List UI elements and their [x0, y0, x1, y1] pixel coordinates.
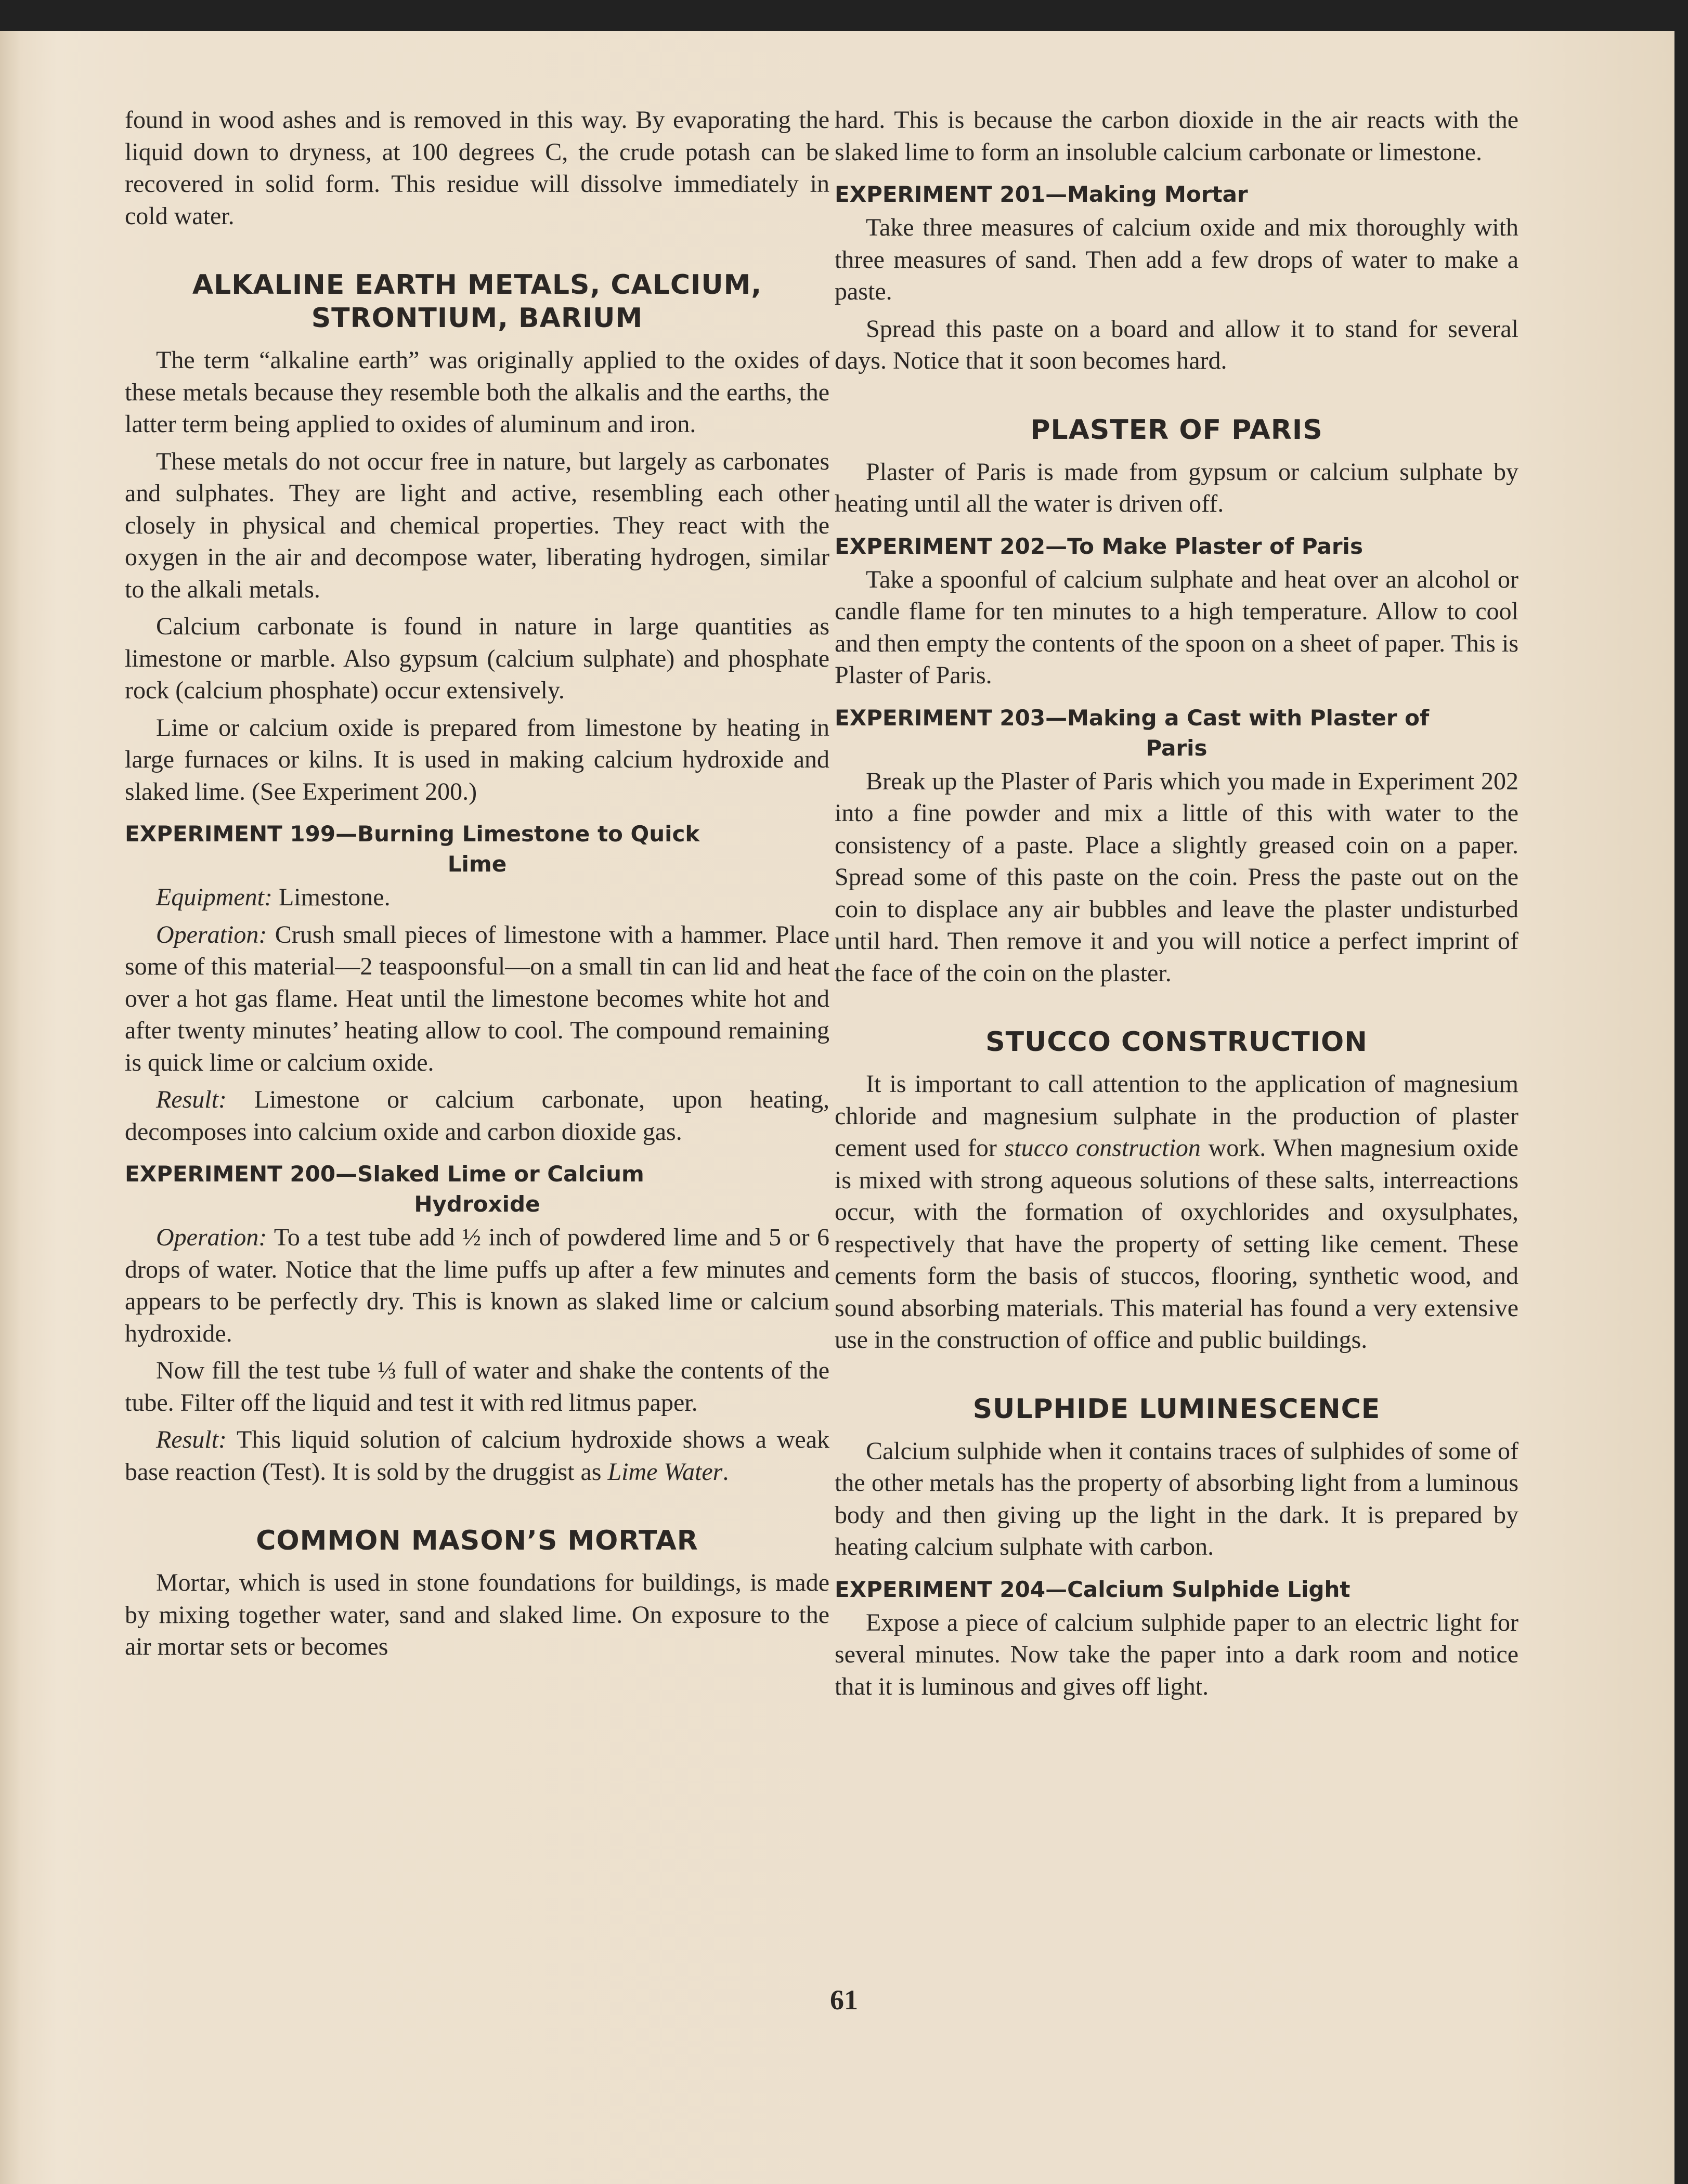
- label-operation: Operation:: [156, 920, 267, 948]
- label-equipment: Equipment:: [156, 883, 272, 911]
- experiment-heading-line: Hydroxide: [414, 1191, 540, 1217]
- experiment-heading-line: EXPERIMENT 200—Slaked Lime or Calcium: [125, 1161, 644, 1187]
- experiment-heading-line: Paris: [1146, 735, 1207, 761]
- paragraph: The term “alkaline earth” was originally applied to the oxides of these metals because they resemble both the alkalis and the earths, the latter term being applied to oxides of aluminum and iron.: [125, 346, 829, 438]
- paragraph: [835, 1068, 1518, 1356]
- experiment-heading-line: EXPERIMENT 199—Burning Limestone to Quick: [125, 821, 700, 847]
- page-number: 61: [830, 1984, 858, 2016]
- experiment-heading-204: EXPERIMENT 204—Calcium Sulphide Light: [835, 1576, 1351, 1602]
- paragraph: Lime or calcium oxide is prepared from limestone by heating in large furnaces or kilns. It is used in making calcium hydroxide and slaked lime. (See Experiment 200.): [125, 713, 829, 805]
- section-heading-masons-mortar: COMMON MASON’S MORTAR: [256, 1525, 698, 1556]
- text: It is important to call attention to the application of magnesium chloride and magnesium sulphate in the production of plaster cement used for: [835, 1070, 1518, 1162]
- label-operation: Operation:: [156, 1224, 267, 1251]
- experiment-heading-203: [835, 703, 1518, 763]
- paragraph: These metals do not occur free in nature, but largely as carbonates and sulphates. They are light and active, resembling each other closely in physical and chemical properties. They react with the oxygen in the air and decompose water, liberating hydrogen, similar to the alkali metals.: [125, 447, 829, 603]
- paragraph: [125, 1221, 829, 1349]
- paragraph: [125, 919, 829, 1079]
- paragraph: Mortar, which is used in stone foundations for buildings, is made by mixing together water, sand and slaked lime. On exposure to the air mortar sets or becomes: [125, 1569, 829, 1660]
- section-heading-plaster-of-paris: PLASTER OF PARIS: [1030, 414, 1323, 446]
- section-heading-sulphide-luminescence: SULPHIDE LUMINESCENCE: [972, 1393, 1381, 1425]
- paragraph: Calcium sulphide when it contains traces of sulphides of some of the other metals has the property of absorbing light from a luminous body and then giving up the light in the dark. It is prepared by heating calcium sulphate with carbon.: [835, 1437, 1518, 1561]
- left-column: [125, 104, 829, 1668]
- section-heading-stucco-construction: STUCCO CONSTRUCTION: [985, 1026, 1368, 1058]
- paragraph: Expose a piece of calcium sulphide paper to an electric light for several minutes. Now take the paper into a dark room and notice that it is luminous and gives off light.: [835, 1608, 1518, 1700]
- paragraph: Spread this paste on a board and allow it to stand for several days. Notice that it soon becomes hard.: [835, 315, 1518, 374]
- label-result: Result:: [156, 1086, 227, 1113]
- experiment-heading-line: Lime: [447, 851, 507, 877]
- text: This liquid solution of calcium hydroxide shows a weak base reaction (Test). It is sold by the druggist as: [125, 1426, 829, 1486]
- experiment-heading-201: EXPERIMENT 201—Making Mortar: [835, 181, 1248, 207]
- paragraph: Take a spoonful of calcium sulphate and heat over an alcohol or candle flame for ten minutes to a high temperature. Allow to cool and then empty the contents of the spoon on a sheet of paper. This is Plaster of Paris.: [835, 565, 1518, 689]
- section-heading-alkaline-earth: ALKALINE EARTH METALS, CALCIUM, STRONTIUM, BARIUM: [192, 269, 762, 334]
- text: work. When magnesium oxide is mixed with strong aqueous solutions of these salts, interreactions occur, with the formation of oxychlorides and oxysulphates, respectively that have the property of setting like cement. These cements form the basis of stuccos, flooring, synthetic wood, and sound absorbing materials. This material has found a very extensive use in the construction of office and public buildings.: [835, 1134, 1518, 1354]
- text: Limestone or calcium carbonate, upon heating, decomposes into calcium oxide and carbon dioxide gas.: [125, 1086, 829, 1146]
- paragraph: Take three measures of calcium oxide and mix thoroughly with three measures of sand. Then add a few drops of water to make a paste.: [835, 214, 1518, 305]
- experiment-heading-line: EXPERIMENT 203—Making a Cast with Plaster of: [835, 705, 1430, 731]
- paragraph: [125, 1424, 829, 1488]
- paragraph: Break up the Plaster of Paris which you made in Experiment 202 into a fine powder and mix a little of this with water to the consistency of a paste. Place a slightly greased coin on a paper. Spread some of this paste on the coin. Press the paste out on the coin to displace any air bubbles and leave the plaster undisturbed until hard. Then remove it and you will notice a perfect imprint of the face of the coin on the plaster.: [835, 767, 1518, 987]
- paragraph: found in wood ashes and is removed in this way. By evaporating the liquid down to dryness, at 100 degrees C, the crude potash can be recovered in solid form. This residue will dissolve immediately in cold water.: [125, 106, 829, 230]
- text: .: [722, 1458, 729, 1486]
- paragraph: Plaster of Paris is made from gypsum or calcium sulphate by heating until all the water is driven off.: [835, 458, 1518, 517]
- text: Limestone.: [272, 883, 391, 911]
- paragraph: [125, 881, 829, 914]
- experiment-heading-202: EXPERIMENT 202—To Make Plaster of Paris: [835, 533, 1363, 559]
- experiment-heading-199: [125, 819, 829, 879]
- text-emphasis: stucco construction: [1004, 1134, 1201, 1162]
- paragraph: hard. This is because the carbon dioxide in the air reacts with the slaked lime to form an insoluble calcium carbonate or limestone.: [835, 106, 1518, 166]
- label-result: Result:: [156, 1426, 227, 1453]
- text: To a test tube add ½ inch of powdered lime and 5 or 6 drops of water. Notice that the lime puffs up after a few minutes and appears to be perfectly dry. This is known as slaked lime or calcium hydroxide.: [125, 1224, 829, 1347]
- paragraph: Calcium carbonate is found in nature in large quantities as limestone or marble. Also gypsum (calcium sulphate) and phosphate rock (calcium phosphate) occur extensively.: [125, 613, 829, 704]
- right-column: [835, 104, 1518, 1708]
- experiment-heading-200: [125, 1159, 829, 1219]
- text-emphasis: Lime Water: [607, 1458, 723, 1486]
- text: Crush small pieces of limestone with a hammer. Place some of this material—2 teaspoonsful—on a small tin can lid and heat over a hot gas flame. Heat until the limestone becomes white hot and after twenty minutes’ heating allow to cool. The compound remaining is quick lime or calcium oxide.: [125, 920, 829, 1076]
- paragraph: [125, 1084, 829, 1148]
- paragraph: Now fill the test tube ⅓ full of water and shake the contents of the tube. Filter off the liquid and test it with red litmus paper.: [125, 1357, 829, 1416]
